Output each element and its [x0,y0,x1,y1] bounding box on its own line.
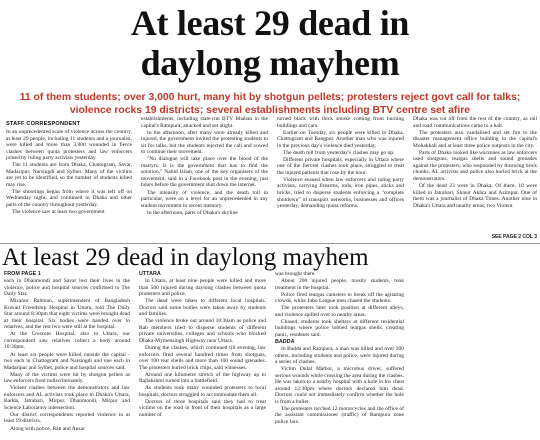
body-paragraph: Victim Dulal Matbor, a microbus driver, suffered serious wounds while crossing the area during the clashes. He was taken to a nearby hospital with a hole in his chest around 12:30pm where doctors declared him dead. Doctors could not immediately confirm whether the hole is from a bullet. [275,366,404,405]
body-paragraph: The protesters also vandalised and set fire to the disaster management office building in the capital's Mohakhali and at least three police outposts in the city. [413,129,537,149]
body-paragraph: Mizanur Rahman, superintendent of Bangladesh Kuwait Friendship Hospital in Uttara, told The Daily Star around 8:30pm that eight victims were brought dead at their hospital. Six bodies were handed over to relatives, and the rest two were still at the hospital. [4,298,130,331]
headline-line-1: At least 29 dead in [130,3,410,43]
body-paragraph: Chased, students took shelters at different residential buildings where police lobbed teargas shells, creating panic, residents said. [275,318,404,338]
body-paragraph: The intensity of violence, and the death toll in particular, were on a level for an unprecedented in any student movement in recent memory. [141,189,268,209]
body-paragraph: As students took many wounded protesters to local hospitals, doctors struggled to accommodate them all. [139,385,266,398]
top-column-1 [6,129,132,216]
body-paragraph: The death toll from yesterday's clashes may go up. [283,149,395,156]
body-paragraph: was brought there. [275,271,316,277]
from-page-label: FROM PAGE 1 [4,271,41,277]
body-paragraph: During the clashes, which continued till evening, law enforcers fired several hundred times from shotguns, over 100 tear shells and more than 100 sound grenades. The protesters hurled brick chips, said witnesses. [139,345,266,371]
body-paragraph: Police fired teargas canisters to break off the agitating crowds, while Jubo League men chased the students. [275,291,404,305]
body-paragraph: The protesters torched 12 motorcycles and the office of the assistant commissioner (traffic) of Rampura zone police box. [275,405,404,426]
continuation-headline: At least 29 dead in daylong mayhem [2,244,369,271]
section-subhead: BADDA [275,338,295,345]
byline: STAFF CORRESPONDENT [6,121,81,127]
see-page-note: SEE PAGE 2 COL 3 [491,234,537,240]
bottom-column-3 [275,271,404,426]
body-paragraph: At least six people were killed outside the capital - two each in Chattogram and Narsingdi and one each in Madaripur and Sylhet, police and hospital sources said. [4,351,130,371]
body-paragraph: Violent clashes between the demonstrators and law enforcers and AL activists took place in Dhaka's Uttara, Badda, Jatrabari, Mirpur, Dhanmondi, Mirpur and Science Laboratory intersection. [4,385,130,411]
body-paragraph: Of the dead 23 were in Dhaka. Of them, 10 were killed in Jatrabari, Shanir Akhra and Azimpur. One of them was a journalist of Dhaka Times. Another nine in Dhaka's Uttara and nearby areas; two Violent [413,182,537,209]
body-paragraph: Parts of Dhaka looked like warzones as law enforcers used shotguns, teargas shells and sound grenades against the protesters, who responded by throwing brick chunks. AL activists and police also hurled brick at the demonstrators. [413,149,537,182]
body-paragraph: Many of the victims were hit by shotgun pellets as law enforcers fired indiscriminately. [4,371,130,385]
body-paragraph: In the afternoon, after many were already killed and injured, the government invited the protesting students to sit for talks, but the students rejected the call and vowed to continue their movement. [141,129,268,156]
body-paragraph: In Badda and Rampura, a man was killed and over 200 others, including students and police, were injured during a series of clashes. [275,346,404,366]
body-paragraph: In the afternoon, parts of Dhaka's skyline [147,209,238,216]
body-paragraph: About 200 injured people, mostly students, took treatment in the hospital. [275,278,404,291]
body-paragraph: In Uttara, at least nine people were killed and more than 500 injured during daylong clashes between quota protesters and police. [139,278,266,298]
body-paragraph: The protesters later took position at different alleys, and violence spilled over to nearby areas. [275,305,404,318]
top-column-3 [277,116,404,210]
section-subhead: UTTARA [139,271,161,277]
from-page-wrap [4,271,130,278]
subheadline: 11 of them students; over 3,000 hurt, many hit by shotgun pellets; protesters reject govt call for talks; violence rocks 19 districts; several establishments including BTV centre set afire [19,92,521,116]
body-paragraph: Different private hospitals, especially in Uttara where one of the fiercest clashes took place, struggled to treat the injured patients that rose by the hour. [277,156,404,176]
bottom-column-1 [4,278,130,433]
body-paragraph: At the Crescent Hospital, also in Uttara, our correspondent saw relatives collect a body around 10:30pm. [4,331,130,351]
body-paragraph: Dhaka was cut off from the rest of the country, as rail and road communications came to a halt. [413,116,537,129]
body-paragraph: The 11 students are from Dhaka, Chattogram, Savar, Madaripur, Narsingdi and Sylhet. Many of the victims are yet to be identified, so the number of students killed may rise. [6,162,132,188]
see-page-wrap [413,234,537,241]
body-paragraph: Violence ensued when law enforcers and ruling party activists, carrying firearms, rods, iron pipes, sticks and bricks, tried to disperse students enforcing a "complete shutdown" of transport networks, businesses and offices yesterday, demanding quota reforms. [277,176,404,210]
top-column-2 [141,116,268,217]
body-paragraph: Earlier on Tuesday, six people were killed in Dhaka, Chattogram and Rangpur. Another man who was injured in the previous day's violence died yesterday. [277,129,404,149]
body-paragraph: The violence saw at least two government [12,209,105,216]
body-paragraph: establishments, including state-run BTV Bhaban in the capital's Rampura, attacked and set alight. [141,116,268,129]
body-paragraph: Along with police, Rab and Ansar [10,425,85,432]
body-paragraph: The shootings began from where it was left off on Wednesday night, and continued in Dhaka and other parts of the country throughout yesterday. [6,188,132,209]
bottom-column-2 [139,271,266,419]
body-paragraph: Around one kilometre stretch of the highway up to Rajlakshmi turned into a battlefield. [139,371,266,385]
body-paragraph: Our district correspondents reported violence in at least 19 districts. [4,411,130,425]
headline-line-2: daylong mayhem [140,43,400,83]
body-paragraph: "No dialogue will take place over the blood of the martyrs. It is the government that has to find the solution," Nahid Islam, one of the key organisers of the movement, said in a Facebook post in the evening, just hours before the government shut down the internet. [141,156,268,189]
body-paragraph: turned black with thick smoke coming from burning buildings and cars. [277,116,404,129]
body-paragraph: The violence broke out around 10:30am as police and Rab members tried to disperse students of different private universities, colleges and schools who blocked Dhaka-Mymensingh Highway near Uttara. [139,318,266,344]
body-paragraph: The dead were taken to different local hospitals. Doctors said some bodies were taken away by students and families. [139,298,266,318]
body-paragraph: each in Dhanmondi and Savar lost their lives in the violence, police and hospital sources confirmed to The Daily Star. [4,278,130,298]
top-column-4 [413,116,537,210]
body-paragraph: Doctors of three hospitals said they had to treat victims on the road in front of their hospitals as a large number of [139,398,266,418]
body-paragraph: In an unprecedented scale of violence across the country, at least 29 people, including 11 students and a journalist, were killed and more than 3,000 wounded in fierce clashes between quota protesters and law enforcers joined by ruling party activists yesterday. [6,129,132,162]
